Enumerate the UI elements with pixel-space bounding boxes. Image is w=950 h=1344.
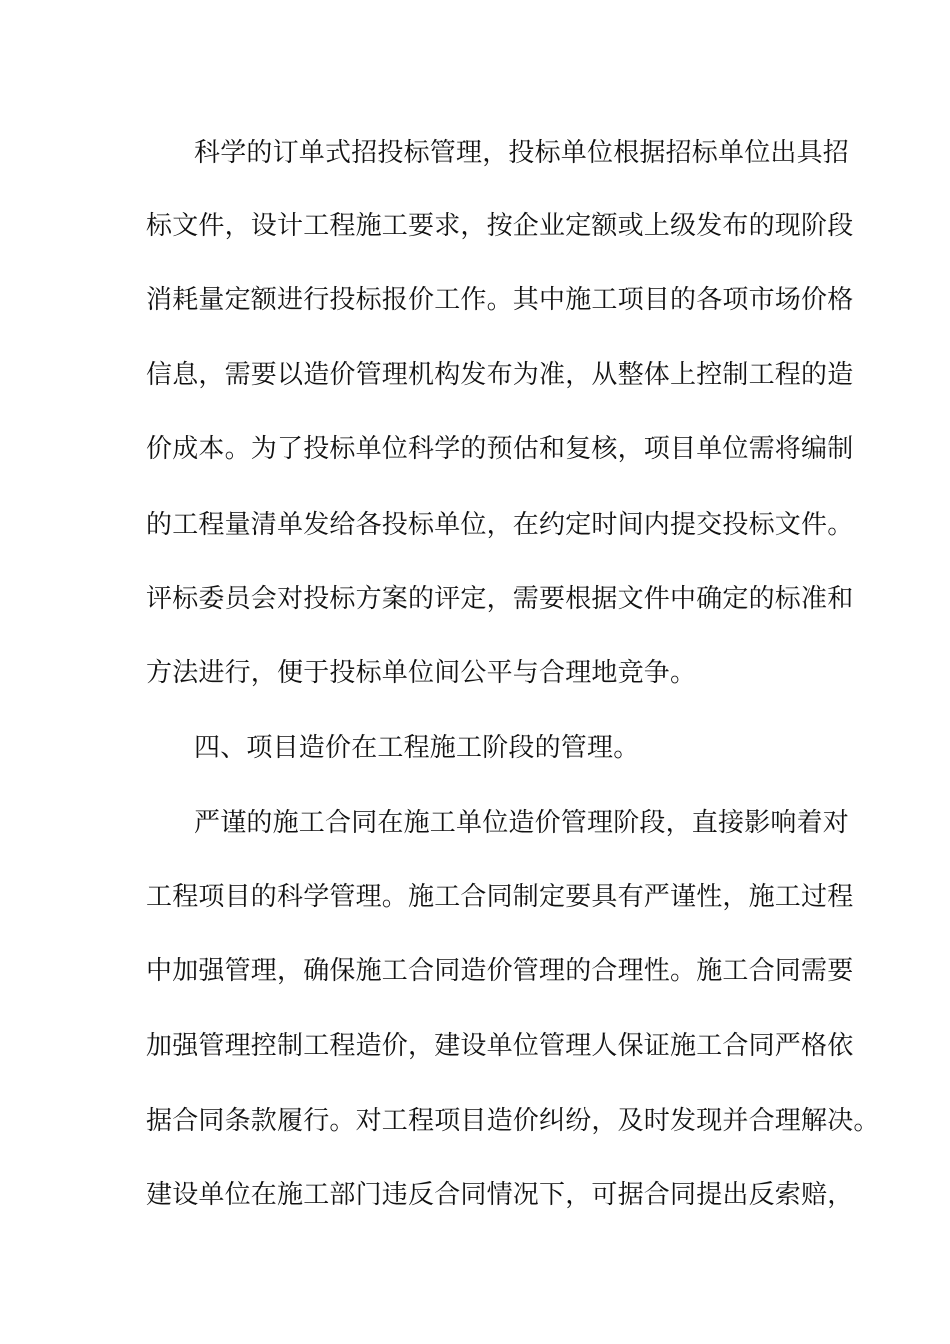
section-heading: 四、项目造价在工程施工阶段的管理。 [194,733,640,763]
paragraph-line: 消耗量定额进行投标报价工作。其中施工项目的各项市场价格 [146,285,854,315]
paragraph-line: 信息，需要以造价管理机构发布为准，从整体上控制工程的造 [146,360,854,390]
paragraph-line: 建设单位在施工部门违反合同情况下，可据合同提出反索赔， [146,1180,854,1210]
paragraph-line: 科学的订单式招投标管理，投标单位根据招标单位出具招 [194,138,850,168]
paragraph-line: 方法进行，便于投标单位间公平与合理地竞争。 [146,658,697,688]
paragraph-line: 价成本。为了投标单位科学的预估和复核，项目单位需将编制 [146,434,854,464]
paragraph-line: 据合同条款履行。对工程项目造价纠纷，及时发现并合理解决。 [146,1106,880,1136]
paragraph-line: 标文件，设计工程施工要求，按企业定额或上级发布的现阶段 [146,211,854,241]
paragraph-line: 工程项目的科学管理。施工合同制定要具有严谨性，施工过程 [146,882,854,912]
paragraph-line: 中加强管理，确保施工合同造价管理的合理性。施工合同需要 [146,956,854,986]
paragraph-line: 的工程量清单发给各投标单位，在约定时间内提交投标文件。 [146,510,854,540]
paragraph-line: 加强管理控制工程造价，建设单位管理人保证施工合同严格依 [146,1031,854,1061]
paragraph-line: 严谨的施工合同在施工单位造价管理阶段，直接影响着对 [194,808,850,838]
paragraph-line: 评标委员会对投标方案的评定，需要根据文件中确定的标准和 [146,584,854,614]
